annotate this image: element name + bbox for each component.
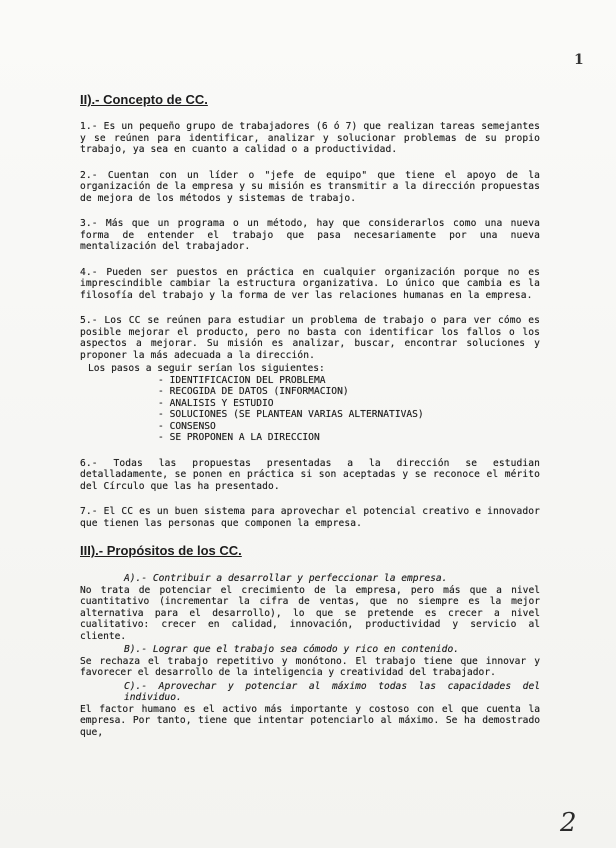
step-item: - SE PROPONEN A LA DIRECCION [158, 432, 540, 444]
document-body [80, 92, 540, 740]
concept-paragraph-3: 3.- Más que un programa o un método, hay que considerarlos como una nueva forma de entender el trabajo que pasa necesariamente por una nueva mentalización del trabajador. [80, 218, 540, 252]
concept-paragraph-6: 6.- Todas las propuestas presentadas a la dirección se estudian detalladamente, se ponen en práctica si son aceptadas y se reconoce el mérito del Círculo que las ha presentado. [80, 457, 540, 492]
concept-paragraph-1: 1.- Es un pequeño grupo de trabajadores (6 ó 7) que realizan tareas semejantes y se reúnen para identificar, analizar y solucionar problemas de su propio trabajo, ya sea en cuanto a calidad o a productividad. [80, 121, 540, 155]
concept-paragraph-5: 5.- Los CC se reúnen para estudiar un problema de trabajo o para ver cómo es posible mejorar el producto, pero no basta con identificar los fallos o los aspectos a mejorar. Su misión es analizar, buscar, encontrar soluciones y proponer la más adecuada a la dirección. [80, 315, 540, 361]
concept-paragraph-4: 4.- Pueden ser puestos en práctica en cualquier organización porque no es imprescindible cambiar la estructura organizativa. Lo único que cambia es la filosofía del trabajo y la forma de ver las relaciones humanas en la empresa. [80, 266, 540, 301]
page-mark: 1 [574, 52, 584, 68]
purpose-body: El factor humano es el activo más importante y costoso con el que cuenta la empresa. Por tanto, tiene que intentar potenciarlo al máximo. Se ha demostrado que, [80, 703, 540, 738]
purpose-item-a [80, 573, 540, 642]
section-2-heading: II).- Concepto de CC. [80, 92, 208, 107]
purpose-body: No trata de potenciar el crecimiento de la empresa, pero más que a nivel cuantitativo (incrementar la cifra de ventas, que no siempre es la mejor alternativa para el desarrollo), lo que se pretende es crecer a nivel cualitativo: crecer en calidad, innovación, productividad y servicio al cliente. [80, 584, 540, 642]
page-number: 2 [560, 808, 577, 838]
purpose-lead: A).- Contribuir a desarrollar y perfeccionar la empresa. [124, 573, 448, 584]
concept-paragraph-7: 7.- El CC es un buen sistema para aprovechar el potencial creativo e innovador que tienen las personas que componen la empresa. [80, 506, 540, 529]
section-3-heading: III).- Propósitos de los CC. [80, 543, 242, 558]
purpose-lead: B).- Lograr que el trabajo sea cómodo y rico en contenido. [124, 644, 460, 655]
purpose-item-b [80, 644, 540, 679]
purpose-item-c [80, 681, 540, 739]
step-item: - RECOGIDA DE DATOS (INFORMACION) [158, 386, 540, 398]
step-item: - ANALISIS Y ESTUDIO [158, 398, 540, 410]
step-item: - CONSENSO [158, 421, 540, 433]
steps-intro: Los pasos a seguir serían los siguientes: [88, 363, 325, 374]
step-item: - IDENTIFICACION DEL PROBLEMA [158, 375, 540, 387]
step-item: - SOLUCIONES (SE PLANTEAN VARIAS ALTERNATIVAS) [158, 409, 540, 421]
purpose-body: Se rechaza el trabajo repetitivo y monótono. El trabajo tiene que innovar y favorecer el desarrollo de la inteligencia y creatividad del trabajador. [80, 655, 540, 678]
steps-list [158, 375, 540, 444]
concept-paragraph-2: 2.- Cuentan con un líder o "jefe de equipo" que tiene el apoyo de la organización de la empresa y su misión es transmitir a la dirección propuestas de mejora de los métodos y sistemas de trabajo. [80, 169, 540, 204]
purpose-lead: C).- Aprovechar y potenciar al máximo todas las capacidades del individuo. [124, 680, 540, 703]
